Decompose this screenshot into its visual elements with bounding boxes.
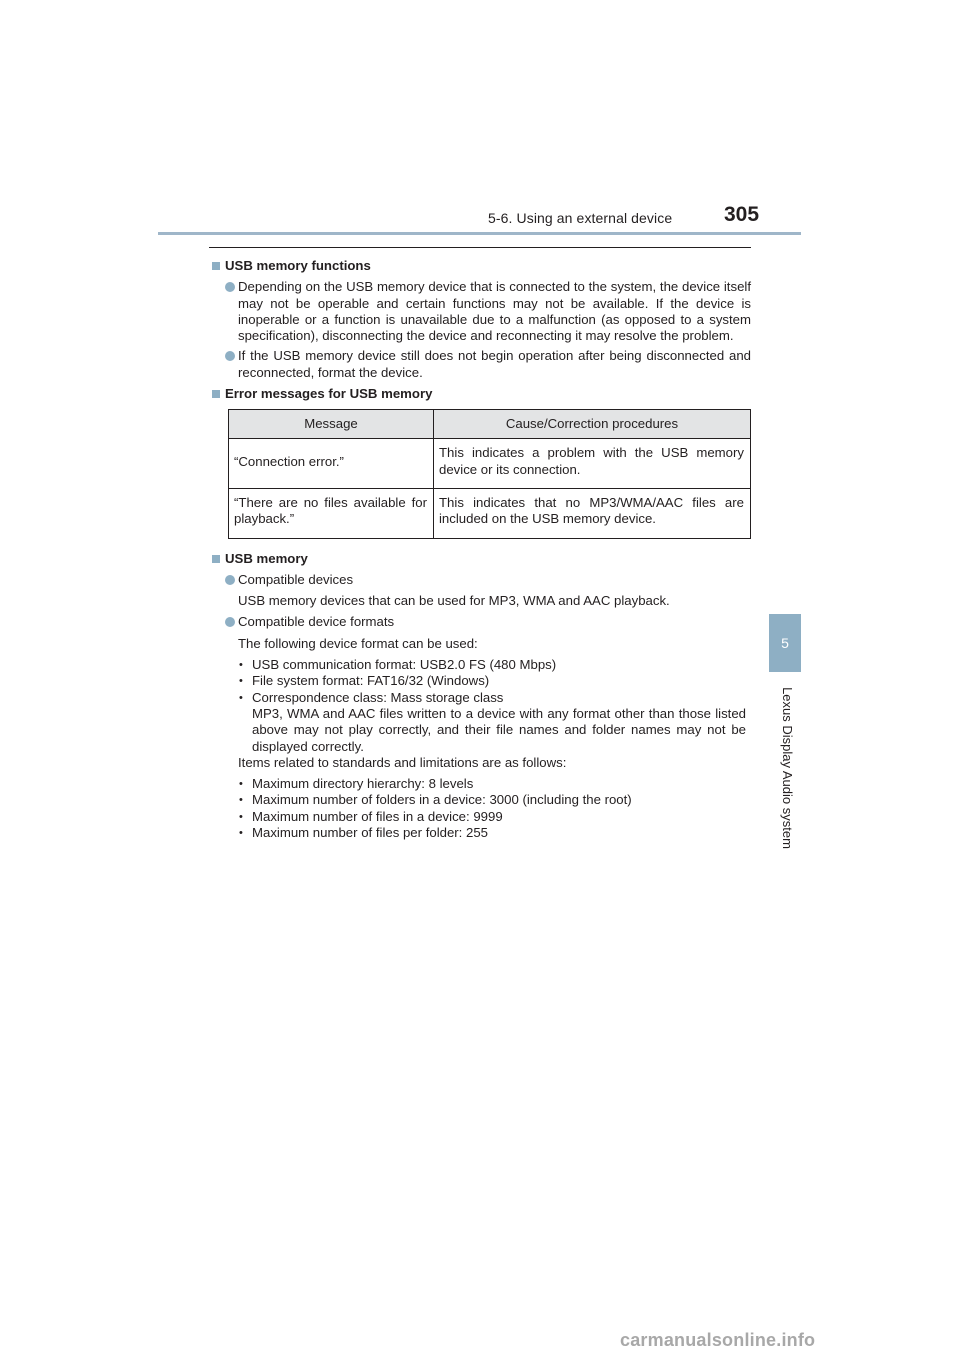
circle-bullet-icon xyxy=(225,617,235,627)
square-bullet-icon xyxy=(212,555,220,563)
limits-list xyxy=(211,776,751,841)
content-top-rule xyxy=(209,247,751,248)
format-note: MP3, WMA and AAC files written to a device with any format other than those listed above may not play correctly, and their file names and folder names may not be displayed correctly. xyxy=(252,705,746,754)
table-header-row xyxy=(229,410,751,439)
section-title: 5-6. Using an external device xyxy=(488,210,673,226)
page-number: 305 xyxy=(724,203,760,226)
square-bullet-icon xyxy=(212,390,220,398)
list-item: • Maximum directory hierarchy: 8 levels xyxy=(238,776,746,792)
table-row xyxy=(229,488,751,538)
heading-error-messages: Error messages for USB memory xyxy=(211,386,751,402)
table-cell: This indicates that no MP3/WMA/AAC files are included on the USB memory device. xyxy=(434,488,751,538)
column-header-cause: Cause/Correction procedures xyxy=(434,410,751,439)
table-cell: “Connection error.” xyxy=(229,439,434,489)
column-header-message: Message xyxy=(229,410,434,439)
list-item: Compatible device formats xyxy=(211,614,751,630)
paragraph: The following device format can be used: xyxy=(238,635,478,651)
table-row xyxy=(229,439,751,489)
list-item: Compatible devices xyxy=(211,572,751,588)
list-item: If the USB memory device still does not begin operation after being disconnected and reconnected, format the device. xyxy=(211,348,751,381)
list-item: Depending on the USB memory device that is connected to the system, the device itself may not be operable and certain functions may not be available. If the device is inoperable or a function is unavailable due to a malfunction (as opposed to a system specification), disconnecting the device and reconnecting it may resolve the problem. xyxy=(211,279,751,344)
square-bullet-icon xyxy=(212,262,220,270)
circle-bullet-icon xyxy=(225,351,235,361)
list-item: • USB communication format: USB2.0 FS (480 Mbps) xyxy=(238,657,746,673)
list-item: • Maximum number of files in a device: 9999 xyxy=(238,809,746,825)
list-item: • Maximum number of files per folder: 255 xyxy=(238,825,746,841)
page-content xyxy=(211,258,751,841)
chapter-title: Lexus Display Audio system xyxy=(780,687,795,849)
paragraph: USB memory devices that can be used for MP3, WMA and AAC playback. xyxy=(238,593,670,609)
chapter-number: 5 xyxy=(781,635,789,651)
list-item: • File system format: FAT16/32 (Windows) xyxy=(238,673,746,689)
format-list xyxy=(211,657,751,755)
list-item: • Maximum number of folders in a device: 3000 (including the root) xyxy=(238,792,746,808)
list-item: • Correspondence class: Mass storage class MP3, WMA and AAC files written to a device with any format other than those listed above may not play correctly, and their file names and folder names may not be displayed correctly. xyxy=(238,690,746,755)
heading-usb-memory-functions: USB memory functions xyxy=(211,258,751,274)
circle-bullet-icon xyxy=(225,575,235,585)
watermark: carmanualsonline.info xyxy=(620,1330,816,1350)
paragraph: Items related to standards and limitations are as follows: xyxy=(238,754,567,770)
header-rule xyxy=(158,232,801,235)
circle-bullet-icon xyxy=(225,282,235,292)
table-cell: This indicates a problem with the USB memory device or its connection. xyxy=(434,439,751,489)
heading-usb-memory: USB memory xyxy=(211,551,751,567)
table-cell: “There are no files available for playback.” xyxy=(229,488,434,538)
error-messages-table xyxy=(228,409,751,538)
